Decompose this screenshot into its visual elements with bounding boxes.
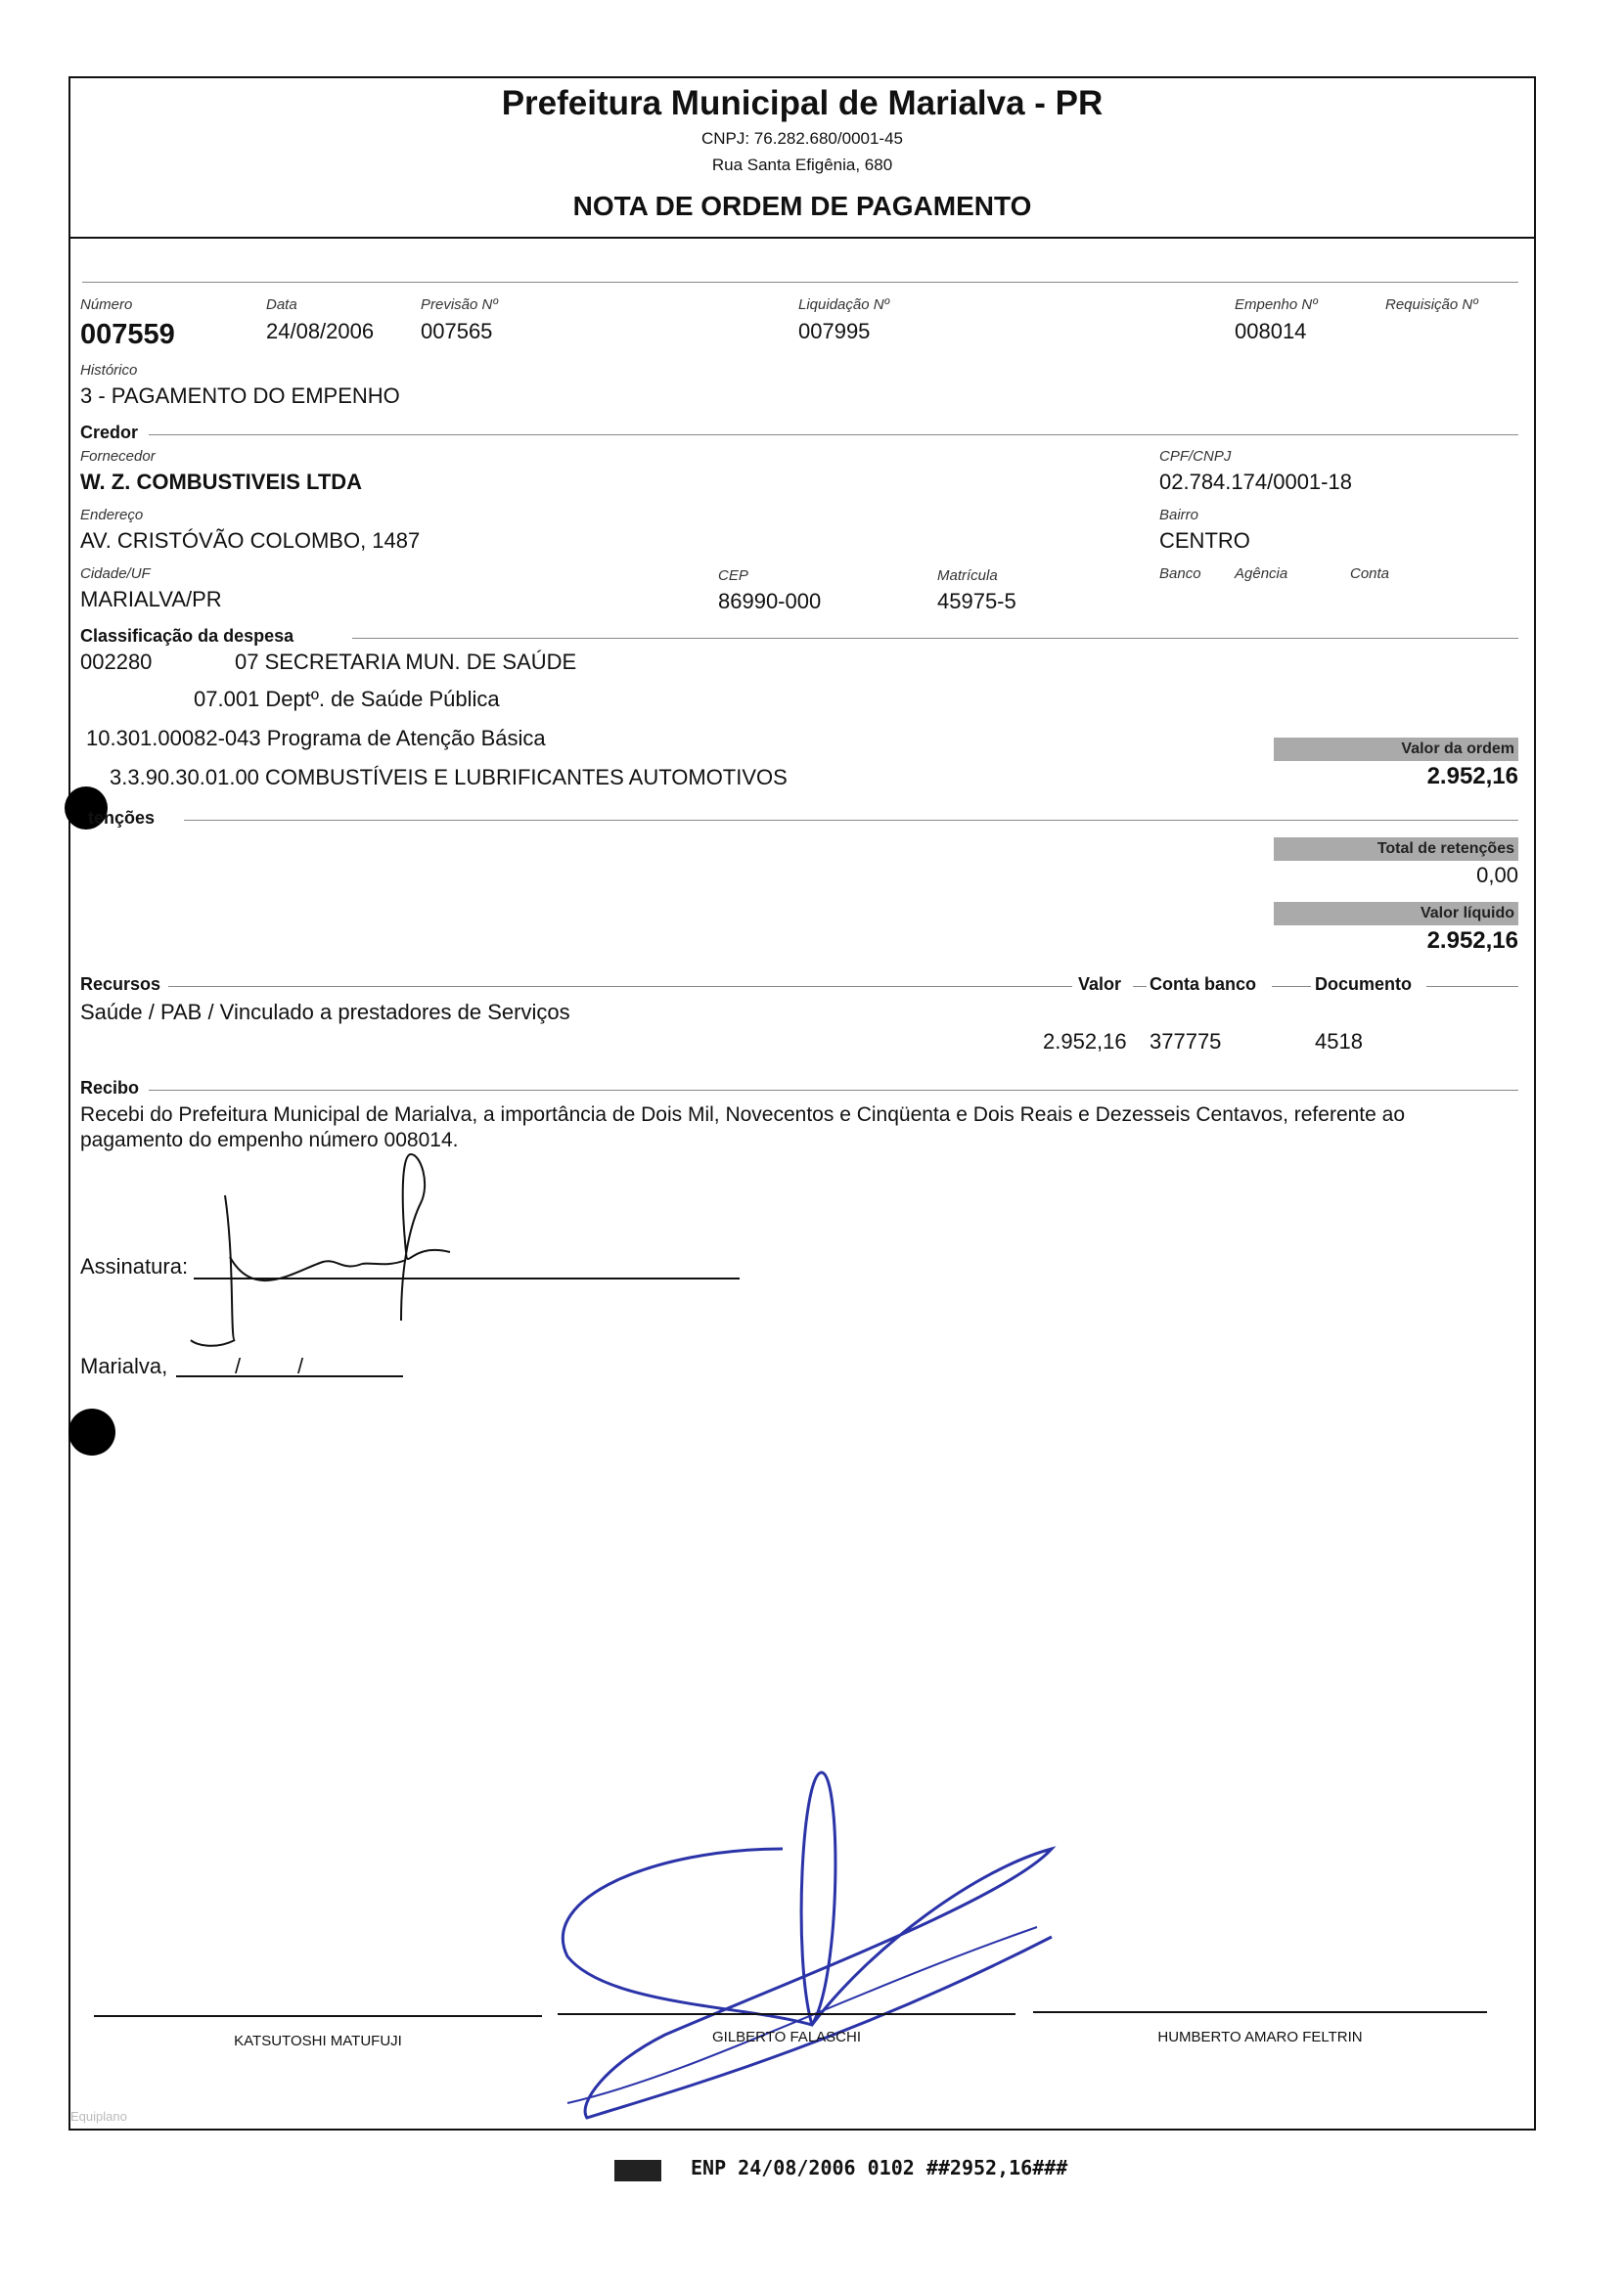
retencoes-rule: [184, 820, 1518, 821]
cpf-label: CPF/CNPJ: [1159, 448, 1232, 465]
numero-label: Número: [80, 296, 133, 313]
conta-label: Conta: [1350, 565, 1390, 582]
endereco-label: Endereço: [80, 507, 144, 523]
recursos-conta-header: Conta banco: [1150, 974, 1257, 994]
recursos-valor-header: Valor: [1078, 974, 1122, 994]
document-title: NOTA DE ORDEM DE PAGAMENTO: [572, 191, 1032, 221]
total-retencoes-value: 0,00: [1476, 863, 1518, 887]
valor-ordem-label: Valor da ordem: [1274, 738, 1518, 761]
cep-label: CEP: [718, 567, 748, 584]
data-value: 24/08/2006: [266, 319, 375, 343]
recibo-text-line2: pagamento do empenho número 008014.: [80, 1129, 459, 1151]
liquidacao-value: 007995: [798, 319, 871, 343]
address-text: Rua Santa Efigênia, 680: [711, 156, 893, 174]
classificacao-orgao: 07 SECRETARIA MUN. DE SAÚDE: [235, 650, 577, 674]
data-label: Data: [266, 296, 297, 313]
recibo-text-line1: Recebi do Prefeitura Municipal de Marialva, a importância de Dois Mil, Novecentos e Cinqüenta e Dois Reais e Dezesseis Centavos, referente ao: [80, 1103, 1406, 1126]
total-retencoes-label: Total de retenções: [1274, 837, 1518, 861]
empenho-value: 008014: [1235, 319, 1307, 343]
recursos-documento: 4518: [1315, 1029, 1363, 1054]
approver-signature: [548, 1761, 1076, 2132]
recibo-signature: [176, 1144, 470, 1369]
previsao-value: 007565: [421, 319, 493, 343]
software-watermark: Equiplano: [70, 2109, 127, 2124]
hole-punch-mark-2: [68, 1409, 115, 1456]
signatory-2: GILBERTO FALASCHI: [712, 2029, 861, 2045]
signature-line-3: [1033, 2011, 1487, 2013]
previsao-label: Previsão Nº: [421, 296, 498, 313]
matricula-label: Matrícula: [937, 567, 998, 584]
classificacao-rule: [352, 638, 1518, 639]
recursos-rule-2: [1133, 986, 1147, 987]
valor-ordem-value: 2.952,16: [1426, 763, 1518, 789]
recursos-rule: [168, 986, 1072, 987]
empenho-label: Empenho Nº: [1235, 296, 1318, 313]
recibo-section-title: Recibo: [80, 1078, 140, 1098]
recursos-valor: 2.952,16: [1043, 1029, 1127, 1054]
bairro-value: CENTRO: [1159, 528, 1250, 553]
classificacao-unidade: 07.001 Deptº. de Saúde Pública: [194, 687, 500, 711]
header-separator: [68, 237, 1534, 239]
historico-label: Histórico: [80, 362, 138, 379]
fornecedor-value: W. Z. COMBUSTIVEIS LTDA: [80, 470, 363, 494]
valor-liquido-value: 2.952,16: [1426, 927, 1518, 954]
signatory-3: HUMBERTO AMARO FELTRIN: [1157, 2029, 1363, 2045]
banco-label: Banco: [1159, 565, 1201, 582]
endereco-value: AV. CRISTÓVÃO COLOMBO, 1487: [80, 528, 421, 553]
valor-liquido-label: Valor líquido: [1274, 902, 1518, 925]
credor-rule: [149, 434, 1518, 435]
fields-top-rule: [82, 282, 1518, 283]
recursos-descricao: Saúde / PAB / Vinculado a prestadores de Serviços: [80, 1000, 570, 1024]
signature-line-1: [94, 2015, 542, 2017]
date-slash-1: /: [235, 1354, 242, 1378]
classificacao-programa: 10.301.00082-043 Programa de Atenção Básica: [86, 726, 546, 750]
liquidacao-label: Liquidação Nº: [798, 296, 890, 313]
retencoes-section-title: tenções: [88, 808, 156, 828]
signature-line-2: [558, 2013, 1015, 2015]
cep-value: 86990-000: [718, 589, 822, 613]
agencia-label: Agência: [1235, 565, 1288, 582]
classificacao-elemento: 3.3.90.30.01.00 COMBUSTÍVEIS E LUBRIFICANTES AUTOMOTIVOS: [110, 765, 788, 789]
recursos-rule-4: [1426, 986, 1518, 987]
requisicao-label: Requisição Nº: [1385, 296, 1478, 313]
cidade-label: Cidade/UF: [80, 565, 151, 582]
cnpj-text: CNPJ: 76.282.680/0001-45: [700, 129, 904, 148]
recursos-section-title: Recursos: [80, 974, 161, 994]
assinatura-label: Assinatura:: [80, 1254, 189, 1279]
municipality-title: Prefeitura Municipal de Marialva - PR: [501, 84, 1104, 122]
matricula-value: 45975-5: [937, 589, 1016, 613]
payment-stamp: ENP 24/08/2006 0102 ##2952,16###: [691, 2156, 1068, 2179]
cidade-value: MARIALVA/PR: [80, 587, 222, 611]
fornecedor-label: Fornecedor: [80, 448, 156, 465]
recursos-documento-header: Documento: [1315, 974, 1412, 994]
signatory-1: KATSUTOSHI MATUFUJI: [234, 2033, 402, 2049]
recursos-conta: 377775: [1150, 1029, 1222, 1054]
numero-value: 007559: [80, 319, 175, 350]
cpf-value: 02.784.174/0001-18: [1159, 470, 1352, 494]
credor-section-title: Credor: [80, 423, 139, 442]
historico-value: 3 - PAGAMENTO DO EMPENHO: [80, 383, 400, 408]
local-label: Marialva,: [80, 1354, 168, 1378]
recibo-rule: [149, 1090, 1518, 1091]
recursos-rule-3: [1272, 986, 1311, 987]
stamp-barcode-mark: [614, 2160, 661, 2181]
bairro-label: Bairro: [1159, 507, 1199, 523]
classificacao-code: 002280: [80, 650, 153, 674]
date-line: [176, 1375, 403, 1377]
date-slash-2: /: [297, 1354, 304, 1378]
classificacao-section-title: Classificação da despesa: [80, 626, 294, 646]
